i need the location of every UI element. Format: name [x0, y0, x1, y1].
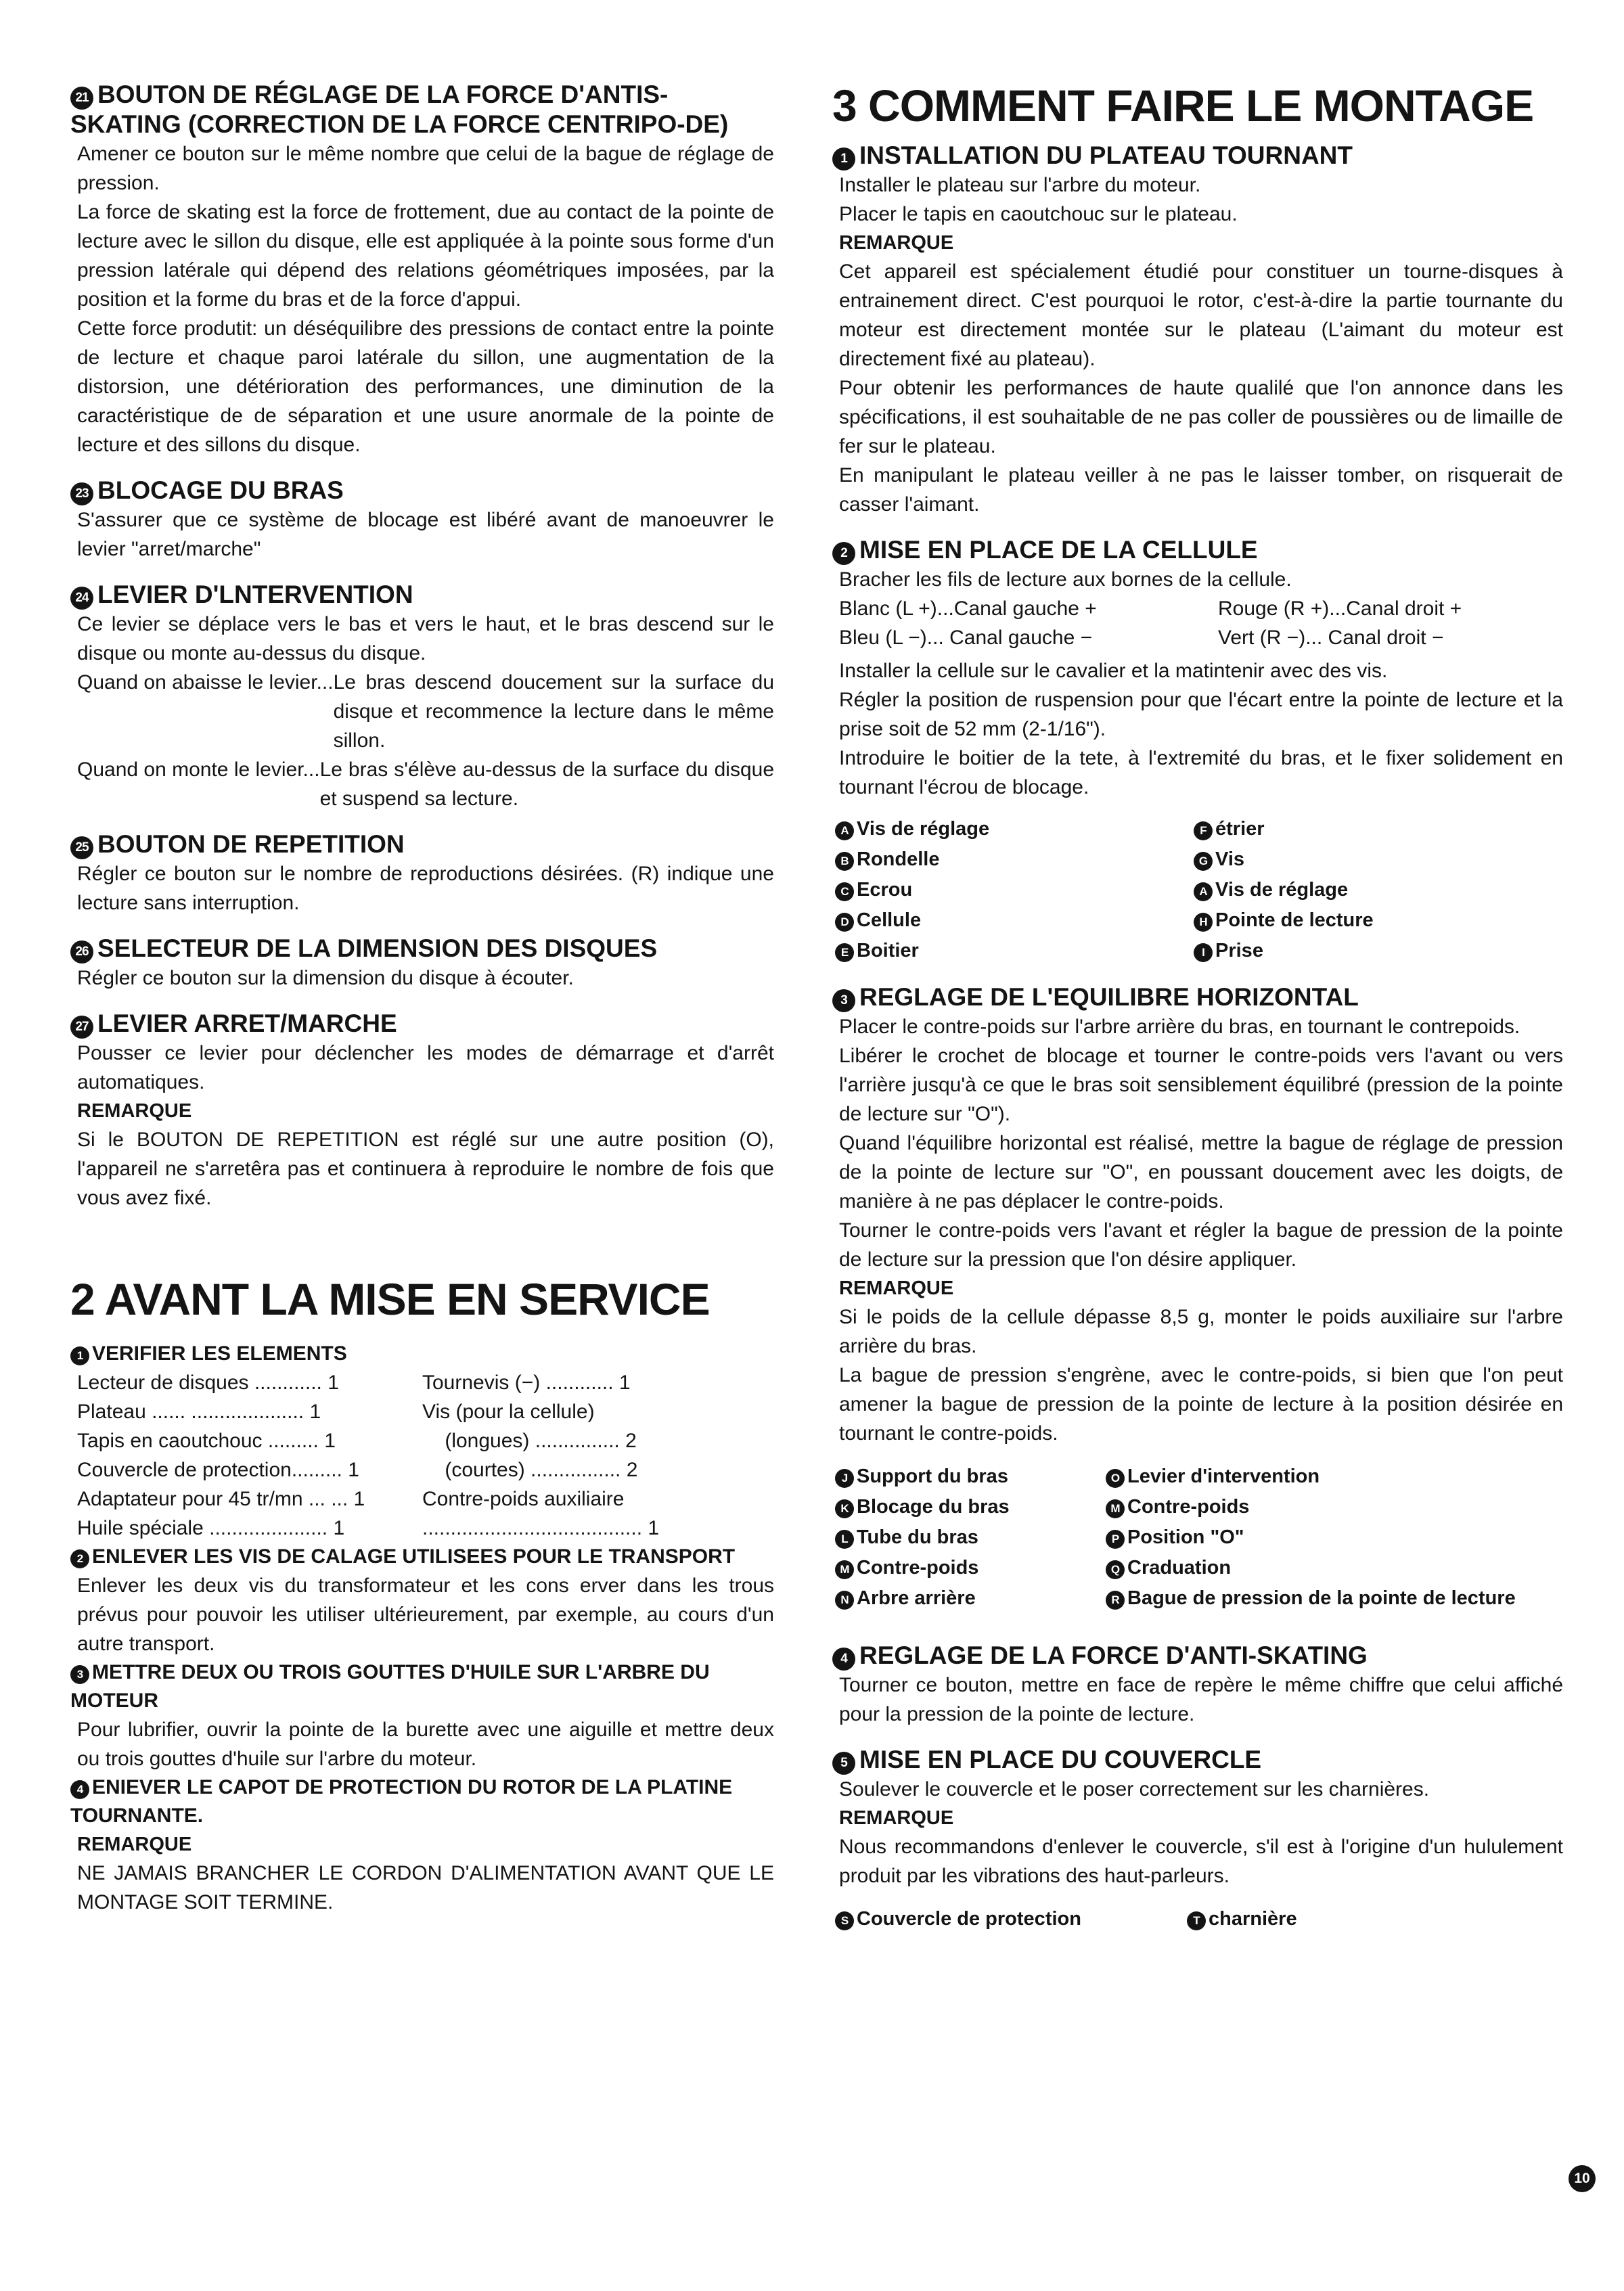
legend-letter-badge: A [835, 821, 854, 840]
paragraph: Quand l'équilibre horizontal est réalisé, mettre la bague de réglage de pression de la pointe de lecture sur "O", en poussant doucement avec les doigts, de manière à ne pas déplacer le contre-poids. [839, 1132, 1563, 1212]
chapter-3-section-3 [832, 982, 1563, 1614]
cartridge-parts-legend [832, 814, 1563, 966]
section-number-badge: 25 [70, 836, 93, 859]
paragraph: Tourner le contre-poids vers l'avant et régler la bague de pression de la pointe de lecture sur la pression que l'on désire appliquer. [839, 1219, 1563, 1271]
paragraph: Pour obtenir les performances de haute qualilé que l'on annonce dans les spécifications, il est souhaitable de ne pas coller de poussières ou de limaille de fer sur le plateau. [839, 377, 1563, 457]
legend-item [835, 1553, 1106, 1583]
chapter-3-section-2 [832, 535, 1563, 966]
section-heading [70, 1340, 774, 1368]
remark-label: REMARQUE [77, 1100, 192, 1122]
checklist-item: ....................................... 1 [422, 1517, 660, 1539]
section-heading [70, 580, 774, 610]
paragraph: Régler la position de ruspension pour que l'écart entre la pointe de lecture et la prise soit de 52 mm (2-1/16"). [839, 689, 1563, 740]
legend-label: Couvercle de protection [857, 1908, 1081, 1930]
legend-item [835, 936, 1194, 966]
legend-label: Vis [1215, 848, 1245, 870]
legend-item [1194, 844, 1563, 875]
section-title: BLOCAGE DU BRAS [97, 476, 344, 504]
paragraph: Nous recommandons d'enlever le couvercle, s'il est à l'origine d'un hululement produit par les vibrations des haut-parleurs. [839, 1836, 1563, 1887]
section-heading [70, 1773, 774, 1830]
legend-letter-badge: M [1106, 1499, 1125, 1518]
legend-item [1194, 936, 1563, 966]
section-number-badge: 2 [832, 542, 855, 565]
checklist-item: (courtes) ................ 2 [422, 1459, 638, 1481]
section-25 [70, 830, 774, 917]
tonearm-parts-legend [832, 1461, 1563, 1614]
legend-letter-badge: A [1194, 882, 1213, 901]
section-title: ENIEVER LE CAPOT DE PROTECTION DU ROTOR DE LA PLATINE TOURNANTE. [70, 1776, 733, 1827]
section-number-badge: 24 [70, 587, 93, 610]
legend-label: Levier d'intervention [1127, 1466, 1320, 1487]
paragraph: S'assurer que ce système de blocage est libéré avant de manoeuvrer le levier "arret/marche" [77, 509, 774, 560]
wire-label: Rouge (R +)...Canal droit + [1218, 597, 1462, 620]
legend-item [1106, 1553, 1563, 1583]
chapter-2-section-4 [70, 1773, 774, 1917]
paragraph: Placer le contre-poids sur l'arbre arrière du bras, en tournant le contrepoids. [839, 1016, 1520, 1038]
page-number: 10 [1569, 2165, 1596, 2192]
legend-item [835, 1904, 1187, 1934]
legend-label: Prise [1215, 940, 1263, 961]
paragraph: Si le BOUTON DE REPETITION est réglé sur une autre position (O), l'appareil ne s'arretêra pas et continuera à reproduire le nombre de fois que vous avez fixé. [77, 1129, 774, 1209]
paragraph: Enlever les deux vis du transformateur et les cons erver dans les trous prévus pour pouvoir les utiliser ultérieurement, par exemple, au cours d'un autre transport. [77, 1574, 774, 1655]
remark-label: REMARQUE [839, 232, 954, 254]
paragraph: Introduire le boitier de la tete, à l'extremité du bras, et le fixer solidement en tournant l'écrou de blocage. [839, 747, 1563, 798]
section-number-badge: 21 [70, 87, 93, 110]
checklist-item: Couvercle de protection......... 1 [77, 1459, 359, 1481]
legend-letter-badge: G [1194, 852, 1213, 871]
legend-item [1106, 1492, 1563, 1522]
legend-label: Vis de réglage [1215, 879, 1349, 901]
legend-letter-badge: I [1194, 943, 1213, 962]
section-number-badge: 2 [70, 1549, 89, 1568]
section-title: LEVIER D'LNTERVENTION [97, 581, 413, 608]
cover-parts-legend [832, 1904, 1563, 1934]
legend-label: Support du bras [857, 1466, 1008, 1487]
legend-label: Rondelle [857, 848, 940, 870]
section-26 [70, 934, 774, 993]
legend-label: Blocage du bras [857, 1496, 1010, 1518]
section-number-badge: 5 [832, 1752, 855, 1775]
lever-action-result: Le bras descend doucement sur la surface du disque et recommence la lecture dans le même sillon. [333, 671, 774, 752]
chapter-2-section-1 [70, 1340, 774, 1543]
left-column [70, 80, 774, 1917]
right-column [832, 80, 1563, 1934]
chapter-title: 3 COMMENT FAIRE LE MONTAGE [832, 81, 1534, 131]
section-heading [832, 1745, 1563, 1775]
section-heading [832, 982, 1563, 1012]
chapter-3-section-5 [832, 1745, 1563, 1934]
remark-label: REMARQUE [839, 1277, 954, 1299]
legend-label: charnière [1209, 1908, 1297, 1930]
section-title: METTRE DEUX OU TROIS GOUTTES D'HUILE SUR L'ARBRE DU MOTEUR [70, 1661, 710, 1712]
paragraph: Installer le plateau sur l'arbre du moteur. [839, 174, 1201, 196]
paragraph: Libérer le crochet de blocage et tourner le contre-poids vers l'avant ou vers l'arrière jusqu'à ce que le bras soit sensiblement équilibré (pression de la pointe de lecture sur "O"). [839, 1045, 1563, 1125]
legend-item [1187, 1904, 1563, 1934]
legend-label: Position "O" [1127, 1526, 1244, 1548]
paragraph: Tourner ce bouton, mettre en face de repère le même chiffre que celui affiché pour la pression de la pointe de lecture. [839, 1674, 1563, 1725]
legend-letter-badge: M [835, 1560, 854, 1579]
legend-letter-badge: H [1194, 913, 1213, 932]
section-heading [70, 934, 774, 963]
section-title: BOUTON DE RÉGLAGE DE LA FORCE D'ANTIS-SKATING (CORRECTION DE LA FORCE CENTRIPO-DE) [70, 81, 729, 138]
paragraph: Pour lubrifier, ouvrir la pointe de la burette avec une aiguille et mettre deux ou trois gouttes d'huile sur l'arbre du moteur. [77, 1719, 774, 1770]
chapter-3-section-4 [832, 1641, 1563, 1729]
checklist-item: Plateau ...... .................... 1 [77, 1401, 321, 1423]
section-number-badge: 4 [70, 1780, 89, 1799]
legend-label: Ecrou [857, 879, 913, 901]
lever-action-result: Le bras s'élève au-dessus de la surface du disque et suspend sa lecture. [319, 758, 774, 810]
lever-up-description [70, 755, 774, 813]
legend-letter-badge: T [1187, 1911, 1206, 1930]
paragraph: La force de skating est la force de frottement, due au contact de la pointe de lecture avec le sillon du disque, elle est appliquée à la pointe sous forme d'un pression latérale qui dépend des relations géométriques imposées, par la position et la forme du bras et de la force d'appui. [77, 201, 774, 311]
checklist-item: (longues) ............... 2 [422, 1430, 637, 1452]
checklist-item: Tournevis (−) ............ 1 [422, 1371, 631, 1394]
legend-label: étrier [1215, 818, 1265, 840]
legend-label: Cellule [857, 909, 922, 931]
section-title: VERIFIER LES ELEMENTS [92, 1342, 347, 1365]
legend-letter-badge: F [1194, 821, 1213, 840]
section-title: INSTALLATION DU PLATEAU TOURNANT [859, 141, 1353, 169]
legend-letter-badge: J [835, 1469, 854, 1488]
legend-item [1106, 1583, 1563, 1614]
section-number-badge: 3 [70, 1665, 89, 1684]
chapter-title: 2 AVANT LA MISE EN SERVICE [70, 1274, 710, 1324]
section-heading [70, 476, 774, 505]
legend-item [835, 844, 1194, 875]
chapter-2-section-3 [70, 1658, 774, 1773]
paragraph: Placer le tapis en caoutchouc sur le plateau. [839, 203, 1238, 225]
paragraph: La bague de pression s'engrène, avec le contre-poids, si bien que l'on peut amener la bague de pression de la pointe de lecture à la position désirée en tournant le contre-poids. [839, 1364, 1563, 1445]
parts-checklist [70, 1368, 774, 1543]
legend-item [1106, 1461, 1563, 1492]
paragraph: NE JAMAIS BRANCHER LE CORDON D'ALIMENTATION AVANT QUE LE MONTAGE SOIT TERMINE. [77, 1862, 774, 1913]
section-number-badge: 26 [70, 940, 93, 963]
legend-label: Vis de réglage [857, 818, 990, 840]
section-27 [70, 1009, 774, 1212]
chapter-2-section-2 [70, 1543, 774, 1658]
paragraph: Installer la cellule sur le cavalier et la matintenir avec des vis. [839, 660, 1388, 682]
legend-label: Bague de pression de la pointe de lecture [1127, 1587, 1516, 1609]
legend-item [835, 905, 1194, 936]
section-title: MISE EN PLACE DE LA CELLULE [859, 536, 1258, 564]
checklist-item: Huile spéciale ..................... 1 [77, 1517, 345, 1539]
legend-item [835, 875, 1194, 905]
legend-item [835, 1583, 1106, 1614]
chapter-3-section-1 [832, 141, 1563, 519]
lever-down-description [70, 668, 774, 755]
legend-letter-badge: D [835, 913, 854, 932]
legend-letter-badge: L [835, 1530, 854, 1549]
lever-action-label: Quand on abaisse le levier... [77, 671, 334, 694]
paragraph: Régler ce bouton sur la dimension du disque à écouter. [77, 967, 574, 989]
wire-label: Vert (R −)... Canal droit − [1218, 627, 1444, 649]
legend-letter-badge: Q [1106, 1560, 1125, 1579]
paragraph: Cette force produtit: un déséquilibre des pressions de contact entre la pointe de lecture et chaque paroi latérale du sillon, une augmentation de la distorsion, une détérioration des performances, une diminution de la caractéristique de de séparation et une usure anormale de la pointe de lecture et des sillons du disque. [77, 317, 774, 456]
legend-letter-badge: B [835, 852, 854, 871]
remark-label: REMARQUE [77, 1834, 192, 1855]
legend-item [1106, 1522, 1563, 1553]
wire-label: Bleu (L −)... Canal gauche − [839, 627, 1093, 649]
wire-label: Blanc (L +)...Canal gauche + [839, 597, 1097, 620]
legend-label: Pointe de lecture [1215, 909, 1374, 931]
legend-label: Arbre arrière [857, 1587, 976, 1609]
chapter-2 [70, 1273, 774, 1917]
legend-item [835, 1461, 1106, 1492]
legend-item [1194, 875, 1563, 905]
section-23 [70, 476, 774, 564]
paragraph: Soulever le couvercle et le poser correctement sur les charnières. [839, 1778, 1430, 1800]
remark-label: REMARQUE [839, 1807, 954, 1829]
legend-label: Contre-poids [857, 1557, 979, 1579]
section-number-badge: 3 [832, 989, 855, 1012]
paragraph: Si le poids de la cellule dépasse 8,5 g, monter le poids auxiliaire sur l'arbre arrière du bras. [839, 1306, 1563, 1357]
section-number-badge: 1 [832, 148, 855, 171]
legend-letter-badge: S [835, 1911, 854, 1930]
section-number-badge: 23 [70, 482, 93, 505]
checklist-item: Lecteur de disques ............ 1 [77, 1371, 339, 1394]
paragraph: Amener ce bouton sur le même nombre que celui de la bague de réglage de pression. [77, 143, 774, 194]
section-title: ENLEVER LES VIS DE CALAGE UTILISEES POUR LE TRANSPORT [92, 1545, 736, 1568]
section-number-badge: 27 [70, 1016, 93, 1039]
legend-label: Craduation [1127, 1557, 1232, 1579]
wire-row [832, 623, 1563, 652]
section-24 [70, 580, 774, 813]
section-heading [832, 1641, 1563, 1671]
legend-label: Tube du bras [857, 1526, 978, 1548]
section-number-badge: 4 [832, 1648, 855, 1671]
legend-letter-badge: R [1106, 1591, 1125, 1610]
legend-item [835, 814, 1194, 844]
section-heading [832, 141, 1563, 171]
section-title: REGLAGE DE L'EQUILIBRE HORIZONTAL [859, 983, 1359, 1011]
checklist-item: Contre-poids auxiliaire [422, 1488, 625, 1510]
section-heading [70, 1009, 774, 1039]
section-title: REGLAGE DE LA FORCE D'ANTI-SKATING [859, 1641, 1368, 1669]
section-heading [70, 830, 774, 859]
section-title: BOUTON DE REPETITION [97, 830, 405, 858]
legend-item [835, 1492, 1106, 1522]
section-title: SELECTEUR DE LA DIMENSION DES DISQUES [97, 934, 658, 962]
checklist-item: Adaptateur pour 45 tr/mn ... ... 1 [77, 1488, 365, 1510]
legend-item [1194, 905, 1563, 936]
checklist-item: Tapis en caoutchouc ......... 1 [77, 1430, 336, 1452]
wire-row [832, 594, 1563, 623]
lever-action-label: Quand on monte le levier... [77, 758, 320, 781]
section-number-badge: 1 [70, 1346, 89, 1365]
checklist-item: Vis (pour la cellule) [422, 1401, 595, 1423]
legend-item [1194, 814, 1563, 844]
section-heading [70, 1543, 774, 1571]
legend-label: Contre-poids [1127, 1496, 1250, 1518]
section-heading [70, 80, 774, 139]
paragraph: En manipulant le plateau veiller à ne pas le laisser tomber, on risquerait de casser l'aimant. [839, 464, 1563, 516]
section-title: MISE EN PLACE DU COUVERCLE [859, 1746, 1262, 1773]
paragraph: Ce levier se déplace vers le bas et vers le haut, et le bras descend sur le disque ou monte au-dessus du disque. [77, 613, 774, 664]
legend-letter-badge: P [1106, 1530, 1125, 1549]
legend-letter-badge: C [835, 882, 854, 901]
paragraph: Régler ce bouton sur le nombre de reproductions désirées. (R) indique une lecture sans interruption. [77, 863, 774, 914]
legend-letter-badge: K [835, 1499, 854, 1518]
paragraph: Pousser ce levier pour déclencher les modes de démarrage et d'arrêt automatiques. [77, 1042, 774, 1093]
paragraph: Cet appareil est spécialement étudié pour constituer un tourne-disques à entrainement direct. C'est pourquoi le rotor, c'est-à-dire la partie tournante du moteur est directement montée sur le plateau (L'aimant du moteur est directement fixé au plateau). [839, 260, 1563, 370]
paragraph: Bracher les fils de lecture aux bornes de la cellule. [839, 568, 1292, 591]
section-21 [70, 80, 774, 459]
legend-label: Boitier [857, 940, 919, 961]
legend-letter-badge: E [835, 943, 854, 962]
section-heading [832, 535, 1563, 565]
section-heading [70, 1658, 774, 1715]
legend-letter-badge: O [1106, 1469, 1125, 1488]
legend-item [835, 1522, 1106, 1553]
section-title: LEVIER ARRET/MARCHE [97, 1010, 397, 1037]
legend-letter-badge: N [835, 1591, 854, 1610]
